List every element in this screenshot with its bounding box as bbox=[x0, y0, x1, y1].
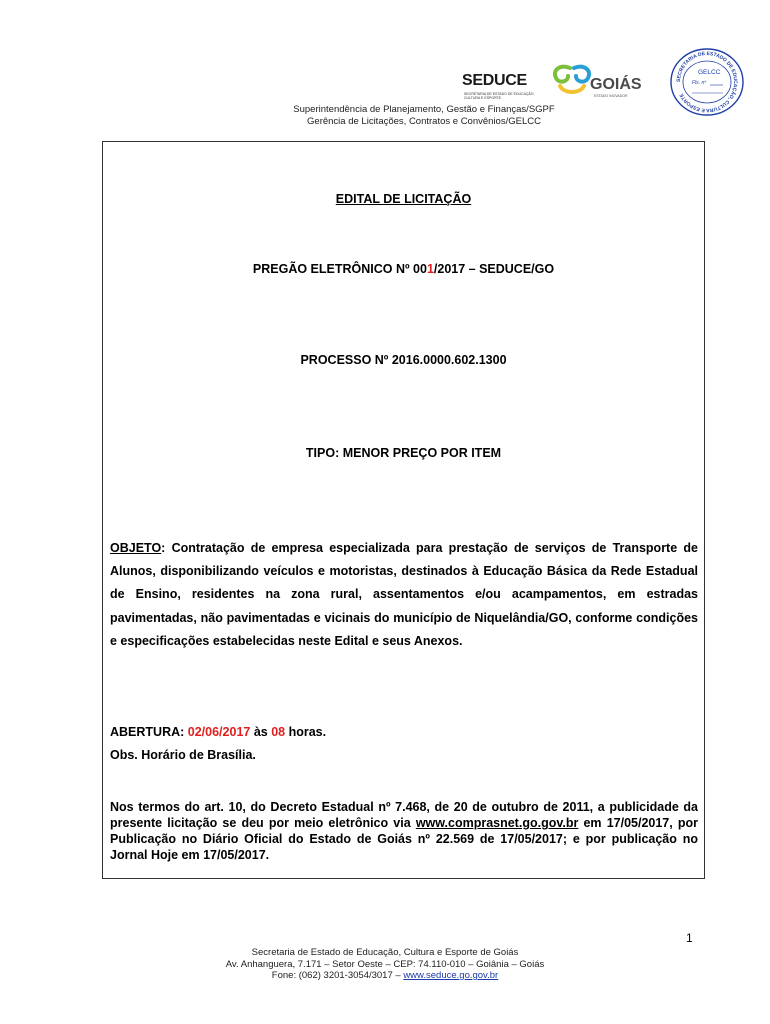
abertura-hour: 08 bbox=[271, 725, 286, 739]
pregao-heading bbox=[102, 262, 705, 276]
footer-contact bbox=[0, 970, 770, 982]
document-header bbox=[0, 104, 770, 128]
termos-after: em 17/05/2017, por Publicação no Diário Oficial do Estado de Goiás nº 22.569 de 17/05/2017; e por publicação no Jornal Hoje em 17/05/2017. bbox=[110, 816, 699, 862]
footer-phone: Fone: (062) 3201-3054/3017 – bbox=[271, 970, 404, 981]
comprasnet-link[interactable]: www.comprasnet.go.gov.br bbox=[415, 816, 579, 830]
svg-text:SECRETARIA DE ESTADO DE EDUCAÇ: SECRETARIA DE ESTADO DE EDUCAÇÃO, CULTURA E ESPORTE bbox=[675, 50, 739, 114]
publicidade-paragraph bbox=[110, 799, 698, 863]
seduce-logo-name: SEDUCE bbox=[462, 72, 527, 89]
header-gerencia: Gerência de Licitações, Contratos e Convênios/GELCC bbox=[307, 116, 541, 127]
pregao-suffix: /2017 – SEDUCE/GO bbox=[433, 262, 555, 276]
page-number: 1 bbox=[686, 931, 693, 945]
cover-frame bbox=[102, 141, 705, 879]
abertura-date: 02/06/2017 bbox=[187, 725, 251, 739]
objeto-paragraph bbox=[110, 537, 698, 653]
obs-line: Obs. Horário de Brasília. bbox=[110, 748, 256, 762]
tipo-heading: TIPO: MENOR PREÇO POR ITEM bbox=[305, 446, 502, 460]
stamp-unit: GELCC bbox=[698, 69, 721, 76]
header-logos bbox=[458, 60, 658, 110]
stamp-fls: Fls. nº bbox=[692, 80, 707, 86]
goias-logo bbox=[550, 60, 646, 104]
seduce-logo-subtitle: SECRETARIA DE ESTADO DE EDUCAÇÃO, CULTURA E ESPORTE bbox=[464, 92, 535, 100]
termos-before: Nos termos do art. 10, do Decreto Estadual nº 7.468, de 20 de outubro de 2011, a publicidade da presente licitação se deu por meio eletrônico via bbox=[110, 800, 698, 830]
processo-heading: PROCESSO Nº 2016.0000.602.1300 bbox=[300, 353, 507, 367]
goias-emblem-icon bbox=[550, 60, 594, 100]
footer-secretaria: Secretaria de Estado de Educação, Cultura e Esporte de Goiás bbox=[251, 947, 519, 958]
seduce-website-link[interactable]: www.seduce.go.gov.br bbox=[403, 970, 499, 981]
document-footer bbox=[0, 947, 770, 982]
pregao-prefix: PREGÃO ELETRÔNICO Nº 00 bbox=[252, 262, 427, 276]
pregao-number: 1 bbox=[426, 262, 434, 276]
abertura-end: horas. bbox=[285, 725, 327, 739]
goias-logo-subtitle: ESTADO INOVADOR bbox=[594, 94, 628, 98]
document-title: EDITAL DE LICITAÇÃO bbox=[335, 192, 472, 206]
abertura-mid: às bbox=[250, 725, 272, 739]
footer-address: Av. Anhanguera, 7.171 – Setor Oeste – CEP: 74.110-010 – Goiânia – Goiás bbox=[225, 958, 545, 970]
objeto-text: : Contratação de empresa especializada para prestação de serviços de Transporte de Alunos, disponibilizando veículos e motoristas, destinados à Educação Básica da Rede Estadual de Ensino, residentes na zona rural, assentamentos e/ou acampamentos, em estradas pavimentadas, não pavimentadas e vicinais do município de Niquelândia/GO, conforme condições e especificações estabelecidas neste Edital e seus Anexos. bbox=[110, 541, 698, 648]
goias-logo-name: GOIÁS bbox=[590, 76, 642, 93]
objeto-label: OBJETO bbox=[110, 541, 162, 555]
abertura-label: ABERTURA: bbox=[110, 725, 188, 739]
seduce-logo bbox=[458, 72, 542, 102]
abertura-line bbox=[110, 721, 326, 744]
abertura-block bbox=[110, 721, 326, 767]
header-superintendencia: Superintendência de Planejamento, Gestão e Finanças/SGPF bbox=[293, 104, 555, 115]
